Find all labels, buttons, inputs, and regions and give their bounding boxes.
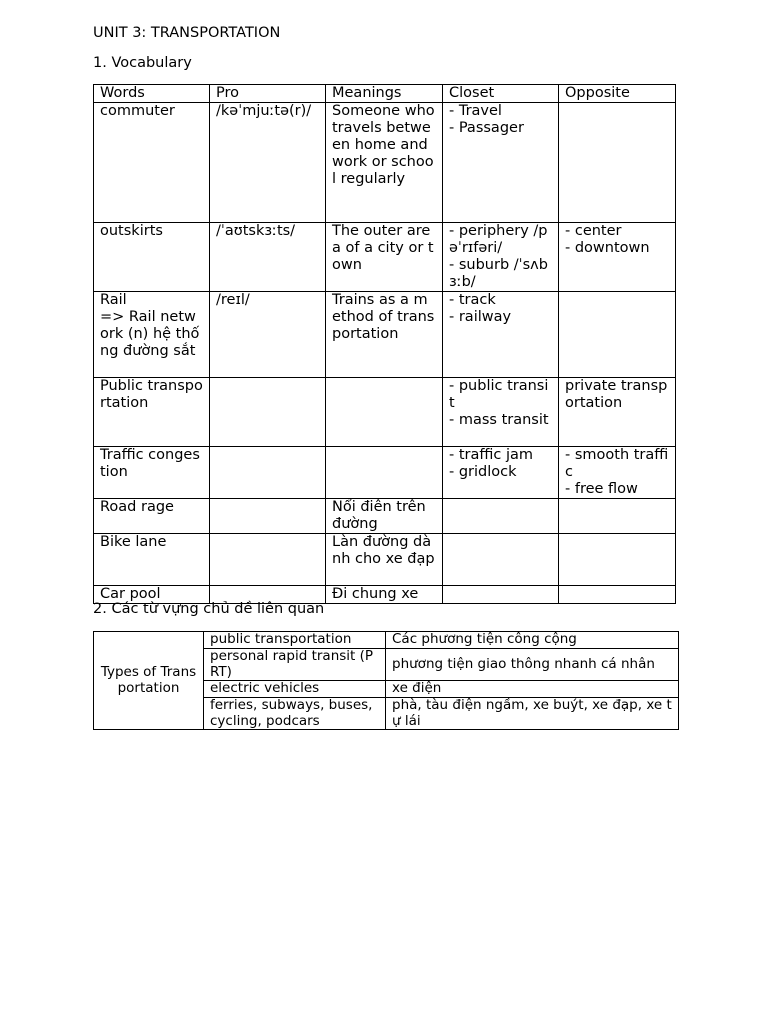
meaning-cell	[326, 447, 443, 499]
word-cell: Road rage	[94, 499, 210, 534]
english-term-cell: electric vehicles	[204, 681, 386, 698]
word-cell: outskirts	[94, 223, 210, 292]
meaning-cell: Làn đường dành cho xe đạp	[326, 534, 443, 586]
word-cell: Public transportation	[94, 378, 210, 447]
word-cell: Traffic congestion	[94, 447, 210, 499]
closet-cell	[443, 499, 559, 534]
opposite-cell	[559, 103, 676, 223]
word-cell: Bike lane	[94, 534, 210, 586]
pronunciation-cell: /kəˈmjuːtə(r)/	[210, 103, 326, 223]
word-cell: Rail => Rail network (n) hệ thống đường sắt	[94, 292, 210, 378]
pronunciation-cell	[210, 378, 326, 447]
word-cell: commuter	[94, 103, 210, 223]
meaning-cell: The outer area of a city or town	[326, 223, 443, 292]
opposite-cell	[559, 292, 676, 378]
opposite-cell: private transportation	[559, 378, 676, 447]
english-term-cell: ferries, subways, buses, cycling, podcars	[204, 698, 386, 730]
closet-cell: - public transit - mass transit	[443, 378, 559, 447]
pronunciation-cell: /ˈaʊtskɜːts/	[210, 223, 326, 292]
vietnamese-term-cell: phà, tàu điện ngầm, xe buýt, xe đạp, xe tự lái	[386, 698, 679, 730]
closet-cell: - track - railway	[443, 292, 559, 378]
opposite-cell	[559, 586, 676, 604]
vietnamese-term-cell: phương tiện giao thông nhanh cá nhân	[386, 649, 679, 681]
vietnamese-term-cell: xe điện	[386, 681, 679, 698]
header-meanings: Meanings	[326, 85, 443, 103]
meaning-cell: Đi chung xe	[326, 586, 443, 604]
closet-cell	[443, 534, 559, 586]
meaning-cell	[326, 378, 443, 447]
table-row	[94, 223, 676, 292]
word-cell: Car pool	[94, 586, 210, 604]
meaning-cell: Nổi điên trên đường	[326, 499, 443, 534]
pronunciation-cell	[210, 447, 326, 499]
vocabulary-table	[93, 84, 676, 604]
table-row	[94, 378, 676, 447]
closet-cell: - traffic jam - gridlock	[443, 447, 559, 499]
table-row	[94, 292, 676, 378]
table-row	[94, 534, 676, 586]
table-row	[94, 499, 676, 534]
table-row	[94, 103, 676, 223]
document-title: UNIT 3: TRANSPORTATION	[93, 25, 281, 41]
vocabulary-header-row	[94, 85, 676, 103]
opposite-cell	[559, 499, 676, 534]
opposite-cell: - center - downtown	[559, 223, 676, 292]
header-closet: Closet	[443, 85, 559, 103]
english-term-cell: personal rapid transit (PRT)	[204, 649, 386, 681]
transportation-types-table	[93, 631, 679, 730]
table-row	[94, 447, 676, 499]
vietnamese-term-cell: Các phương tiện công cộng	[386, 632, 679, 649]
meaning-cell: Trains as a method of transportation	[326, 292, 443, 378]
meaning-cell: Someone who travels between home and work or school regularly	[326, 103, 443, 223]
closet-cell: - Travel - Passager	[443, 103, 559, 223]
section-heading-vocabulary: 1. Vocabulary	[93, 55, 192, 71]
pronunciation-cell	[210, 499, 326, 534]
table-row	[94, 632, 679, 649]
closet-cell: - periphery /pəˈrɪfəri/ - suburb /ˈsʌbɜːb/	[443, 223, 559, 292]
pronunciation-cell	[210, 534, 326, 586]
group-label-cell: Types of Transportation	[94, 632, 204, 730]
english-term-cell: public transportation	[204, 632, 386, 649]
header-words: Words	[94, 85, 210, 103]
opposite-cell: - smooth traffic - free flow	[559, 447, 676, 499]
section-heading-related-vocabulary: 2. Các từ vựng chủ đề liên quan	[93, 601, 325, 617]
header-opposite: Opposite	[559, 85, 676, 103]
header-pronunciation: Pro	[210, 85, 326, 103]
closet-cell	[443, 586, 559, 604]
pronunciation-cell: /reɪl/	[210, 292, 326, 378]
opposite-cell	[559, 534, 676, 586]
